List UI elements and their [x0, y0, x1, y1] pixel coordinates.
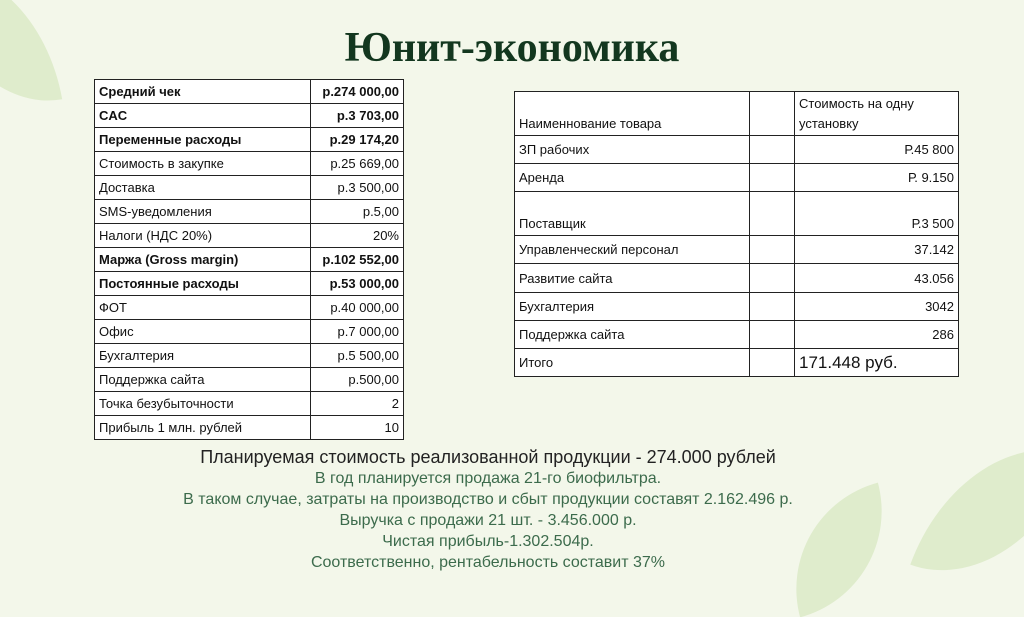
summary-lead: Планируемая стоимость реализованной продукции - 274.000 рублей — [200, 447, 776, 467]
row-value: 286 — [795, 321, 959, 349]
unit-economics-table — [94, 79, 404, 440]
row-label: Аренда — [515, 164, 750, 192]
summary-line: В год планируется продажа 21-го биофильтра. — [314, 470, 662, 487]
row-value: 10 — [311, 416, 404, 440]
row-value: р.274 000,00 — [311, 80, 404, 104]
row-value: р.7 000,00 — [311, 320, 404, 344]
row-label: SMS-уведомления — [95, 200, 311, 224]
row-value: 43.056 — [795, 264, 959, 293]
row-label: ФОТ — [95, 296, 311, 320]
row-value: р.5,00 — [311, 200, 404, 224]
row-value: р.500,00 — [311, 368, 404, 392]
table-row — [515, 164, 959, 192]
table-row — [95, 392, 404, 416]
row-label: Налоги (НДС 20%) — [95, 224, 311, 248]
header-value-cell: Стоимость на одну установку — [795, 92, 959, 136]
total-label: Итого — [515, 349, 750, 377]
row-label: Поддержка сайта — [95, 368, 311, 392]
table-row — [515, 321, 959, 349]
table-row — [515, 264, 959, 293]
header-name-cell: Наименнование товара — [515, 92, 750, 136]
row-label: Переменные расходы — [95, 128, 311, 152]
row-value: р.5 500,00 — [311, 344, 404, 368]
row-label: Офис — [95, 320, 311, 344]
row-label: Средний чек — [95, 80, 311, 104]
table-row — [515, 192, 959, 236]
row-value: Р. 9.150 — [795, 164, 959, 192]
table-row — [95, 416, 404, 440]
row-value: Р.3 500 — [795, 192, 959, 236]
row-value: р.29 174,20 — [311, 128, 404, 152]
table-row — [95, 296, 404, 320]
row-value: р.3 703,00 — [311, 104, 404, 128]
page-title: Юнит-экономика — [344, 25, 680, 71]
row-label: Стоимость в закупке — [95, 152, 311, 176]
summary-line: Соответственно, рентабельность составит 37% — [310, 554, 666, 571]
table-row — [95, 224, 404, 248]
row-label: Бухгалтерия — [95, 344, 311, 368]
row-value: р.3 500,00 — [311, 176, 404, 200]
row-label: Доставка — [95, 176, 311, 200]
table-row — [515, 293, 959, 321]
table-row — [95, 320, 404, 344]
empty-cell — [750, 264, 795, 293]
table-row — [95, 272, 404, 296]
table-row — [515, 136, 959, 164]
empty-cell — [750, 92, 795, 136]
empty-cell — [750, 236, 795, 264]
total-row — [515, 349, 959, 377]
table-row — [95, 128, 404, 152]
table-row — [95, 368, 404, 392]
row-value: 20% — [311, 224, 404, 248]
table-row — [95, 344, 404, 368]
row-label: Развитие сайта — [515, 264, 750, 293]
table-row — [95, 248, 404, 272]
row-label: Бухгалтерия — [515, 293, 750, 321]
empty-cell — [750, 192, 795, 236]
empty-cell — [750, 164, 795, 192]
row-label: Прибыль 1 млн. рублей — [95, 416, 311, 440]
row-label: Точка безубыточности — [95, 392, 311, 416]
row-label: ЗП рабочих — [515, 136, 750, 164]
row-label: Поддержка сайта — [515, 321, 750, 349]
row-label: CAC — [95, 104, 311, 128]
row-value: р.25 669,00 — [311, 152, 404, 176]
empty-cell — [750, 349, 795, 377]
summary-line: Выручка с продажи 21 шт. - 3.456.000 р. — [339, 512, 637, 529]
row-label: Управленческий персонал — [515, 236, 750, 264]
empty-cell — [750, 321, 795, 349]
table-row — [95, 200, 404, 224]
table-row — [95, 104, 404, 128]
row-label: Маржа (Gross margin) — [95, 248, 311, 272]
summary-block — [0, 446, 976, 573]
row-value: р.40 000,00 — [311, 296, 404, 320]
row-value: 3042 — [795, 293, 959, 321]
table-row — [95, 80, 404, 104]
empty-cell — [750, 136, 795, 164]
row-value: 2 — [311, 392, 404, 416]
table-row — [95, 176, 404, 200]
table-row — [95, 152, 404, 176]
total-value: 171.448 руб. — [795, 349, 959, 377]
row-label: Постоянные расходы — [95, 272, 311, 296]
row-value: р.53 000,00 — [311, 272, 404, 296]
cost-per-unit-table — [514, 91, 959, 377]
row-value: Р.45 800 — [795, 136, 959, 164]
table-header-row — [515, 92, 959, 136]
empty-cell — [750, 293, 795, 321]
summary-line: Чистая прибыль-1.302.504р. — [382, 533, 594, 550]
row-label: Поставщик — [515, 192, 750, 236]
table-row — [515, 236, 959, 264]
row-value: 37.142 — [795, 236, 959, 264]
summary-line: В таком случае, затраты на производство и сбыт продукции составят 2.162.496 р. — [183, 491, 793, 508]
row-value: р.102 552,00 — [311, 248, 404, 272]
